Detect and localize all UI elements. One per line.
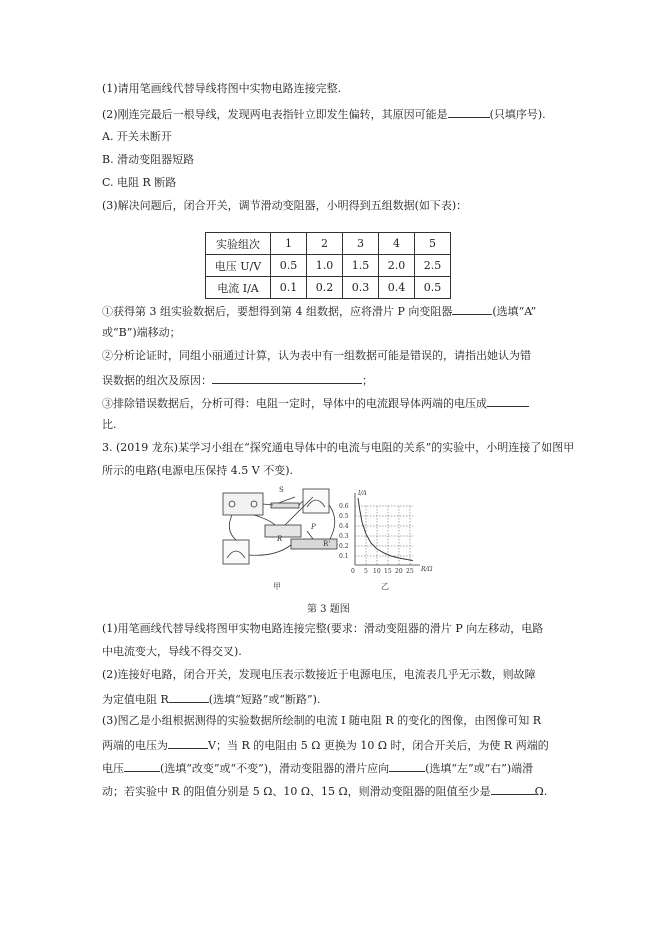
answer-blank[interactable] — [169, 690, 209, 703]
q3-part2-cont — [102, 690, 320, 708]
q3-part3-line4 — [102, 782, 547, 800]
x-tick-label: 20 — [395, 568, 403, 575]
wire — [229, 515, 236, 540]
x-tick-label: 25 — [406, 568, 414, 575]
table-cell: 2.5 — [415, 255, 451, 277]
label-yi: 乙 — [381, 582, 389, 591]
sub-question-2-cont — [102, 371, 373, 389]
table-cell: 2 — [307, 233, 343, 255]
q3-part3-line2 — [102, 736, 549, 754]
sub-question-1-text: ①获得第 3 组实验数据后，要想得到第 4 组数据，应将滑片 P 向变阻器 — [102, 305, 453, 318]
table-cell: 1.0 — [307, 255, 343, 277]
answer-blank[interactable] — [487, 394, 529, 407]
table-cell: 0.4 — [379, 277, 415, 299]
table-cell: 0.2 — [307, 277, 343, 299]
switch-label: S — [279, 486, 284, 494]
table-cell: 3 — [343, 233, 379, 255]
q3-intro: 3. (2019 龙东)某学习小组在“探究通电导体中的电流与电阻的关系”的实验中，小明连接了如图甲 — [102, 441, 575, 454]
wire — [249, 545, 291, 555]
q2-part2-suffix: (只填序号). — [489, 108, 546, 121]
q3-part3-text: 电压 — [102, 762, 124, 775]
wire — [254, 515, 275, 525]
answer-blank[interactable] — [212, 371, 362, 384]
y-axis-label: I/A — [358, 490, 367, 497]
y-tick-label: 0.6 — [339, 503, 349, 510]
q3-part3-line3 — [102, 759, 533, 777]
answer-blank[interactable] — [448, 105, 490, 118]
switch-base-icon — [271, 503, 299, 508]
slider-label: P — [311, 523, 316, 531]
resistor-label: R — [277, 535, 283, 543]
answer-blank[interactable] — [124, 759, 160, 772]
q3-intro-cont: 所示的电路(电源电压保持 4.5 V 不变). — [102, 464, 294, 477]
option-b: B. 滑动变阻器短路 — [102, 153, 195, 166]
figure — [215, 485, 451, 597]
sub-question-2-suffix: ； — [362, 374, 373, 387]
q3-part3-text: 两端的电压为 — [102, 739, 168, 752]
resistor-icon — [265, 525, 301, 537]
table-cell: 0.5 — [415, 277, 451, 299]
table-header-row — [206, 233, 451, 255]
q2-part2-text: (2)刚连完最后一根导线，发现两电表指针立即发生偏转，其原因可能是 — [102, 108, 448, 121]
label-jia: 甲 — [273, 582, 281, 591]
voltmeter-icon — [303, 489, 329, 513]
x-axis-label: R/Ω — [421, 566, 433, 573]
sub-question-3-text: ③排除错误数据后，分析可得：电阻一定时，导体中的电流跟导体两端的电压成 — [102, 397, 487, 410]
sub-question-3-cont: 比. — [102, 418, 117, 431]
x-tick-label: 10 — [373, 568, 381, 575]
y-tick-label: 0.4 — [339, 523, 349, 530]
table-cell: 0.5 — [271, 255, 307, 277]
circuit-diagram — [223, 489, 337, 564]
answer-blank[interactable] — [491, 782, 535, 795]
q3-part2-suffix: (选填“短路”或“断路”). — [208, 693, 321, 706]
data-table — [205, 232, 451, 299]
sub-question-2: ②分析论证时，同组小丽通过计算，认为表中有一组数据可能是错误的，请指出她认为错 — [102, 349, 531, 362]
table-row — [206, 255, 451, 277]
q3-part2-text: 为定值电阻 R — [102, 693, 169, 706]
sub-question-1-suffix: (选填“A” — [492, 305, 537, 318]
table-cell: 1.5 — [343, 255, 379, 277]
table-cell: 实验组次 — [206, 233, 271, 255]
table-cell: 0.1 — [271, 277, 307, 299]
option-a: A. 开关未断开 — [102, 130, 172, 143]
origin-label: 0 — [351, 568, 355, 575]
table-row — [206, 277, 451, 299]
q3-part2: (2)连接好电路，闭合开关，发现电压表示数接近于电源电压，电流表几乎无示数，则故障 — [102, 668, 536, 681]
figure-caption: 第 3 题图 — [307, 604, 350, 615]
ammeter-icon — [223, 540, 249, 564]
table-cell: 1 — [271, 233, 307, 255]
q2-part1: (1)请用笔画线代替导线将图中实物电路连接完整. — [102, 82, 342, 95]
q2-part3: (3)解决问题后，闭合开关，调节滑动变阻器，小明得到五组数据(如下表)： — [102, 199, 468, 212]
sub-question-1 — [102, 302, 536, 320]
y-tick-label: 0.1 — [339, 553, 349, 560]
y-tick-label: 0.3 — [339, 533, 349, 540]
q3-part1-cont: 中电流变大，导线不得交叉). — [102, 645, 242, 658]
q3-part3-text: 动；若实验中 R 的阻值分别是 5 Ω、10 Ω、15 Ω，则滑动变阻器的阻值至少是 — [102, 785, 491, 798]
answer-blank[interactable] — [389, 759, 425, 772]
table-cell: 0.3 — [343, 277, 379, 299]
option-c: C. 电阻 R 断路 — [102, 176, 177, 189]
x-tick-label: 5 — [364, 568, 368, 575]
sub-question-1-cont: 或“B”)端移动； — [102, 326, 181, 339]
answer-blank[interactable] — [168, 736, 208, 749]
table-cell: 4 — [379, 233, 415, 255]
table-cell: 电流 I/A — [206, 277, 271, 299]
sub-question-2-text: 误数据的组次及原因： — [102, 374, 212, 387]
q3-part3-text: (选填“左”或“右”)端滑 — [425, 762, 534, 775]
q3-part3-text: V；当 R 的电阻由 5 Ω 更换为 10 Ω 时，闭合开关后，为使 R 两端的 — [208, 739, 549, 752]
x-tick-label: 15 — [384, 568, 392, 575]
graph-grid — [355, 506, 413, 565]
answer-blank[interactable] — [452, 302, 492, 315]
wire — [329, 505, 335, 539]
slider-icon — [307, 531, 313, 539]
sub-question-3 — [102, 394, 529, 412]
graph-tick-labels — [339, 490, 433, 575]
table-cell: 5 — [415, 233, 451, 255]
wire — [299, 501, 303, 505]
rheostat-label: R' — [323, 540, 331, 548]
q3-part1: (1)用笔画线代替导线将图甲实物电路连接完整(要求：滑动变阻器的滑片 P 向左移动，电路 — [102, 622, 544, 635]
q3-part3-text: (选填“改变”或“不变”)，滑动变阻器的滑片应向 — [160, 762, 390, 775]
q3-part3: (3)图乙是小组根据测得的实验数据所绘制的电流 I 随电阻 R 的变化的图像，由图像可知 R — [102, 714, 541, 727]
q2-part2 — [102, 105, 546, 123]
table-cell: 电压 U/V — [206, 255, 271, 277]
y-tick-label: 0.2 — [339, 543, 349, 550]
q3-part3-text: Ω. — [534, 785, 548, 798]
y-tick-label: 0.5 — [339, 513, 349, 520]
table-cell: 2.0 — [379, 255, 415, 277]
